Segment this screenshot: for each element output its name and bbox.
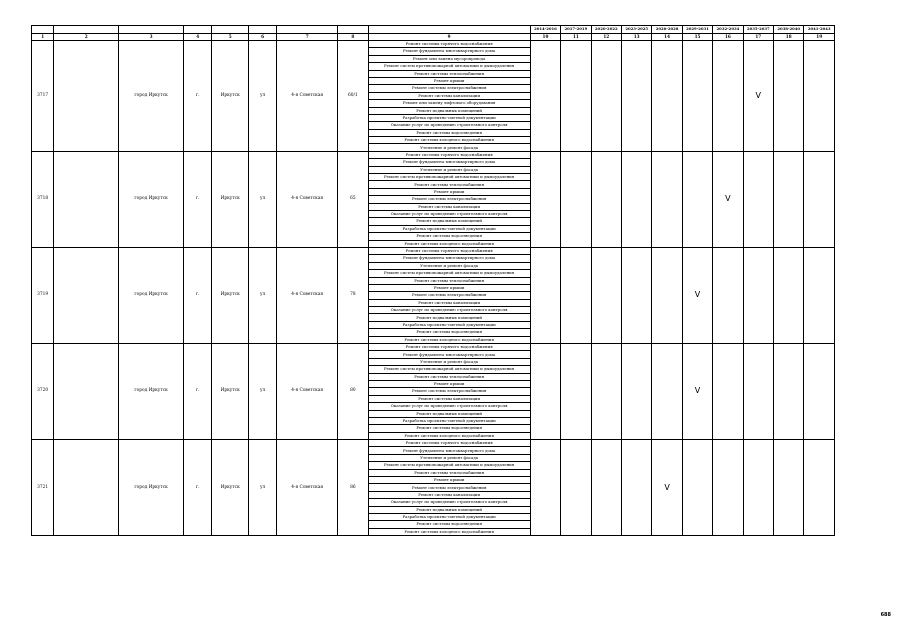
work-item: Ремонт систем противопожарной автоматики и дымоудаления — [368, 366, 530, 373]
schedule-cell — [713, 344, 743, 440]
work-item: Ремонт крыши — [368, 77, 530, 84]
schedule-cell — [713, 41, 743, 152]
work-item: Ремонт фундамента многоквартирного дома — [368, 447, 530, 454]
work-item: Ремонт системы теплоснабжения — [368, 70, 530, 77]
work-item: Ремонт системы теплоснабжения — [368, 469, 530, 476]
table-row — [32, 151, 835, 158]
schedule-cell — [530, 440, 560, 536]
work-item: Утепление и ремонт фасада — [368, 454, 530, 461]
schedule-cell — [591, 247, 621, 343]
settlement-name: Иркутск — [212, 440, 249, 536]
schedule-cell — [561, 344, 591, 440]
work-item: Ремонт подвальных помещений — [368, 506, 530, 513]
work-item: Ремонт системы горячего водоснабжения — [368, 344, 530, 351]
column-number-cell: 2 — [54, 34, 119, 41]
work-item: Ремонт системы теплоснабжения — [368, 181, 530, 188]
schedule-cell — [804, 440, 835, 536]
schedule-mark: V — [652, 440, 682, 536]
work-item: Разработка проектно-сметной документации — [368, 321, 530, 328]
settlement-type: г. — [184, 344, 212, 440]
blank-cell — [54, 247, 119, 343]
blank-cell — [54, 151, 119, 247]
street-name: 4-я Советская — [277, 440, 338, 536]
period-header-cell: 2026-2028 — [652, 26, 682, 34]
work-item: Ремонт системы канализации — [368, 92, 530, 99]
work-item: Ремонт системы водоотведения — [368, 233, 530, 240]
period-header-cell — [119, 26, 184, 34]
work-item: Ремонт системы холодного водоснабжения — [368, 336, 530, 343]
municipality: город Иркутск — [119, 41, 184, 152]
record-number: 3719 — [32, 247, 54, 343]
work-item: Ремонт фундамента многоквартирного дома — [368, 48, 530, 55]
schedule-cell — [682, 440, 712, 536]
house-number: 80 — [338, 344, 368, 440]
work-item: Ремонт крыши — [368, 380, 530, 387]
column-number-cell: 11 — [561, 34, 591, 41]
work-item: Ремонт системы канализации — [368, 395, 530, 402]
settlement-type: г. — [184, 440, 212, 536]
period-header-cell: 2020-2022 — [591, 26, 621, 34]
schedule-mark: V — [713, 151, 743, 247]
schedule-cell — [561, 440, 591, 536]
period-header-cell — [32, 26, 54, 34]
schedule-cell — [682, 41, 712, 152]
table-row — [32, 41, 835, 48]
work-item: Ремонт системы канализации — [368, 203, 530, 210]
schedule-cell — [713, 440, 743, 536]
schedule-cell — [621, 440, 651, 536]
column-number-cell: 19 — [804, 34, 835, 41]
work-item: Ремонт системы теплоснабжения — [368, 277, 530, 284]
column-number-cell: 18 — [774, 34, 804, 41]
column-number-cell: 5 — [212, 34, 249, 41]
work-item: Ремонт системы электроснабжения — [368, 388, 530, 395]
record-number: 3717 — [32, 41, 54, 152]
settlement-type: г. — [184, 41, 212, 152]
work-item: Разработка проектно-сметной документации — [368, 225, 530, 232]
period-header-cell: 2038-2040 — [774, 26, 804, 34]
schedule-cell — [774, 440, 804, 536]
work-item: Ремонт или замена мусоропровода — [368, 55, 530, 62]
work-item: Ремонт подвальных помещений — [368, 107, 530, 114]
work-item: Утепление и ремонт фасада — [368, 166, 530, 173]
period-header-cell — [338, 26, 368, 34]
column-number-cell: 13 — [621, 34, 651, 41]
settlement-type: г. — [184, 151, 212, 247]
work-item: Оказание услуг по проведению строительного контроля — [368, 403, 530, 410]
schedule-cell — [804, 344, 835, 440]
schedule-cell — [713, 247, 743, 343]
work-item: Ремонт подвальных помещений — [368, 218, 530, 225]
blank-cell — [54, 344, 119, 440]
schedule-cell — [652, 41, 682, 152]
work-item: Утепление и ремонт фасада — [368, 262, 530, 269]
street-type: ул — [248, 151, 276, 247]
column-number-cell: 6 — [248, 34, 276, 41]
schedule-cell — [591, 41, 621, 152]
work-item: Ремонт подвальных помещений — [368, 314, 530, 321]
work-item: Утепление и ремонт фасада — [368, 358, 530, 365]
schedule-cell — [652, 151, 682, 247]
house-number: 60/1 — [338, 41, 368, 152]
work-item: Ремонт системы холодного водоснабжения — [368, 432, 530, 439]
schedule-cell — [561, 41, 591, 152]
schedule-cell — [804, 41, 835, 152]
municipality: город Иркутск — [119, 344, 184, 440]
work-item: Ремонт системы холодного водоснабжения — [368, 528, 530, 535]
column-number-cell: 14 — [652, 34, 682, 41]
period-header-cell — [277, 26, 338, 34]
schedule-cell — [591, 344, 621, 440]
work-item: Ремонт или замену лифтового оборудования — [368, 100, 530, 107]
work-item: Ремонт крыши — [368, 188, 530, 195]
period-header-cell: 2032-2034 — [713, 26, 743, 34]
work-item: Ремонт фундамента многоквартирного дома — [368, 255, 530, 262]
work-item: Ремонт системы теплоснабжения — [368, 373, 530, 380]
work-item: Ремонт фундамента многоквартирного дома — [368, 159, 530, 166]
work-item: Разработка проектно-сметной документации — [368, 417, 530, 424]
column-number-cell: 3 — [119, 34, 184, 41]
schedule-cell — [774, 151, 804, 247]
table-row — [32, 247, 835, 254]
street-type: ул — [248, 247, 276, 343]
work-item: Ремонт системы горячего водоснабжения — [368, 247, 530, 254]
period-header-cell — [248, 26, 276, 34]
schedule-cell — [530, 344, 560, 440]
schedule-cell — [591, 440, 621, 536]
schedule-cell — [804, 247, 835, 343]
work-item: Оказание услуг по проведению строительного контроля — [368, 499, 530, 506]
period-header-cell: 2023-2025 — [621, 26, 651, 34]
schedule-cell — [621, 344, 651, 440]
schedule-cell — [621, 247, 651, 343]
schedule-cell — [774, 41, 804, 152]
street-name: 4-я Советская — [277, 41, 338, 152]
column-number-cell: 17 — [743, 34, 773, 41]
house-number: 78 — [338, 247, 368, 343]
period-header-cell — [54, 26, 119, 34]
work-item: Ремонт системы электроснабжения — [368, 196, 530, 203]
column-number-cell: 15 — [682, 34, 712, 41]
work-item: Ремонт систем противопожарной автоматики и дымоудаления — [368, 462, 530, 469]
work-item: Ремонт системы электроснабжения — [368, 292, 530, 299]
schedule-cell — [621, 151, 651, 247]
column-number-cell: 9 — [368, 34, 530, 41]
table-body — [32, 26, 835, 536]
period-header-cell — [368, 26, 530, 34]
column-number-cell: 4 — [184, 34, 212, 41]
work-item: Ремонт системы водоотведения — [368, 329, 530, 336]
settlement-name: Иркутск — [212, 151, 249, 247]
house-number: 86 — [338, 440, 368, 536]
column-number-cell: 7 — [277, 34, 338, 41]
schedule-cell — [682, 151, 712, 247]
street-name: 4-я Советская — [277, 247, 338, 343]
street-type: ул — [248, 344, 276, 440]
settlement-type: г. — [184, 247, 212, 343]
schedule-cell — [591, 151, 621, 247]
column-number-cell: 1 — [32, 34, 54, 41]
column-number-cell: 12 — [591, 34, 621, 41]
schedule-cell — [743, 247, 773, 343]
schedule-mark: V — [682, 344, 712, 440]
municipality: город Иркутск — [119, 247, 184, 343]
street-name: 4-я Советская — [277, 151, 338, 247]
municipality: город Иркутск — [119, 440, 184, 536]
work-item: Ремонт крыши — [368, 284, 530, 291]
schedule-cell — [530, 247, 560, 343]
schedule-cell — [743, 151, 773, 247]
settlement-name: Иркутск — [212, 344, 249, 440]
work-item: Ремонт систем противопожарной автоматики и дымоудаления — [368, 174, 530, 181]
work-item: Оказание услуг по проведению строительного контроля — [368, 210, 530, 217]
column-number-cell: 16 — [713, 34, 743, 41]
period-header-cell: 2029-2031 — [682, 26, 712, 34]
schedule-cell — [530, 151, 560, 247]
schedule-cell — [743, 440, 773, 536]
schedule-mark: V — [743, 41, 773, 152]
schedule-cell — [530, 41, 560, 152]
work-item: Ремонт фундамента многоквартирного дома — [368, 351, 530, 358]
period-header-cell: 2017-2019 — [561, 26, 591, 34]
work-item: Ремонт систем противопожарной автоматики и дымоудаления — [368, 270, 530, 277]
work-item: Ремонт системы горячего водоснабжения — [368, 440, 530, 447]
period-header-row — [32, 26, 835, 34]
schedule-cell — [561, 151, 591, 247]
schedule-cell — [561, 247, 591, 343]
settlement-name: Иркутск — [212, 247, 249, 343]
work-item: Ремонт системы электроснабжения — [368, 85, 530, 92]
settlement-name: Иркутск — [212, 41, 249, 152]
table-row — [32, 344, 835, 351]
street-type: ул — [248, 41, 276, 152]
work-item: Разработка проектно-сметной документации — [368, 114, 530, 121]
schedule-cell — [804, 151, 835, 247]
period-header-cell: 2041-2043 — [804, 26, 835, 34]
record-number: 3721 — [32, 440, 54, 536]
house-number: 65 — [338, 151, 368, 247]
column-number-row — [32, 34, 835, 41]
street-name: 4-я Советская — [277, 344, 338, 440]
work-item: Ремонт подвальных помещений — [368, 410, 530, 417]
work-item: Ремонт систем противопожарной автоматики и дымоудаления — [368, 63, 530, 70]
work-item: Оказание услуг по проведению строительного контроля — [368, 122, 530, 129]
schedule-cell — [774, 247, 804, 343]
record-number: 3718 — [32, 151, 54, 247]
street-type: ул — [248, 440, 276, 536]
period-header-cell — [184, 26, 212, 34]
column-number-cell: 10 — [530, 34, 560, 41]
work-item: Ремонт системы канализации — [368, 491, 530, 498]
column-number-cell: 8 — [338, 34, 368, 41]
blank-cell — [54, 41, 119, 152]
capital-repair-schedule-table — [31, 25, 835, 536]
work-item: Ремонт системы горячего водоснабжения — [368, 41, 530, 48]
page-number: 688 — [880, 612, 891, 618]
schedule-cell — [774, 344, 804, 440]
schedule-cell — [652, 247, 682, 343]
work-item: Ремонт системы водоотведения — [368, 425, 530, 432]
work-item: Ремонт системы водоотведения — [368, 521, 530, 528]
municipality: город Иркутск — [119, 151, 184, 247]
work-item: Разработка проектно-сметной документации — [368, 514, 530, 521]
work-item: Ремонт системы холодного водоснабжения — [368, 137, 530, 144]
schedule-cell — [652, 344, 682, 440]
schedule-cell — [621, 41, 651, 152]
work-item: Ремонт крыши — [368, 477, 530, 484]
blank-cell — [54, 440, 119, 536]
period-header-cell: 2014-2016 — [530, 26, 560, 34]
record-number: 3720 — [32, 344, 54, 440]
period-header-cell: 2035-2037 — [743, 26, 773, 34]
work-item: Ремонт системы канализации — [368, 299, 530, 306]
work-item: Ремонт системы холодного водоснабжения — [368, 240, 530, 247]
schedule-cell — [743, 344, 773, 440]
work-item: Ремонт системы электроснабжения — [368, 484, 530, 491]
schedule-mark: V — [682, 247, 712, 343]
table-row — [32, 440, 835, 447]
work-item: Оказание услуг по проведению строительного контроля — [368, 307, 530, 314]
work-item: Утепление и ремонт фасада — [368, 144, 530, 151]
work-item: Ремонт системы горячего водоснабжения — [368, 151, 530, 158]
work-item: Ремонт системы водоотведения — [368, 129, 530, 136]
period-header-cell — [212, 26, 249, 34]
